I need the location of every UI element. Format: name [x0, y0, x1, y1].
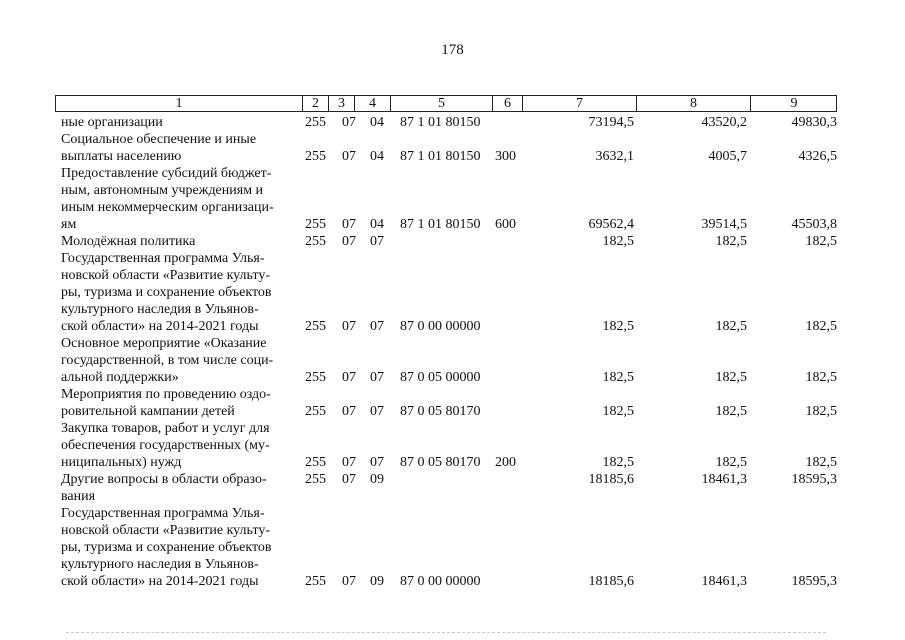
description-line: ры, туризма и сохранение объектов [61, 540, 272, 555]
description-line: ровительной кампании детей [61, 404, 235, 419]
header-col-1: 1 [175, 96, 183, 111]
cell-col-8: 182,5 [715, 455, 747, 470]
cell-col-8: 182,5 [715, 319, 747, 334]
cell-col-7: 182,5 [602, 370, 634, 385]
cell-col-2: 255 [305, 115, 326, 130]
cell-col-3: 07 [342, 217, 356, 232]
cell-col-7: 3632,1 [595, 149, 634, 164]
cell-col-7: 73194,5 [588, 115, 634, 130]
cell-col-9: 182,5 [805, 455, 837, 470]
cell-col-7: 18185,6 [588, 472, 634, 487]
description-line: Государственная программа Улья- [61, 506, 265, 521]
cell-col-5: 87 1 01 80150 [400, 217, 481, 232]
header-col-6: 6 [492, 96, 522, 111]
cell-col-5: 87 0 00 00000 [400, 319, 481, 334]
cell-col-2: 255 [305, 234, 326, 249]
cell-col-2: 255 [305, 319, 326, 334]
cell-col-9: 182,5 [805, 319, 837, 334]
table-row [0, 471, 905, 505]
cell-col-8: 4005,7 [708, 149, 747, 164]
cell-col-3: 07 [342, 404, 356, 419]
cell-col-3: 07 [342, 115, 356, 130]
table-row [0, 131, 905, 165]
header-col-8: 8 [636, 96, 750, 111]
table-row [0, 420, 905, 471]
description-line: обеспечения государственных (му- [61, 438, 270, 453]
footer-divider [66, 632, 826, 633]
cell-col-2: 255 [305, 217, 326, 232]
cell-col-8: 18461,3 [701, 472, 747, 487]
cell-col-8: 182,5 [715, 234, 747, 249]
cell-col-3: 07 [342, 370, 356, 385]
cell-col-4: 04 [370, 115, 384, 130]
description-line: альной поддержки» [61, 370, 179, 385]
row-description [61, 114, 299, 131]
description-line: Государственная программа Улья- [61, 251, 265, 266]
table-row [0, 114, 905, 131]
row-description [61, 233, 299, 250]
row-description [61, 420, 299, 471]
cell-col-4: 09 [370, 472, 384, 487]
row-description [61, 250, 299, 335]
cell-col-4: 04 [370, 149, 384, 164]
cell-col-3: 07 [342, 149, 356, 164]
row-description [61, 335, 299, 386]
description-line: выплаты населению [61, 149, 182, 164]
cell-col-9: 182,5 [805, 370, 837, 385]
table-row [0, 505, 905, 590]
row-description [61, 505, 299, 590]
description-line: государственной, в том числе соци- [61, 353, 274, 368]
cell-col-9: 45503,8 [791, 217, 837, 232]
cell-col-6: 200 [495, 455, 516, 470]
cell-col-9: 18595,3 [791, 472, 837, 487]
cell-col-6: 600 [495, 217, 516, 232]
cell-col-3: 07 [342, 234, 356, 249]
cell-col-5: 87 0 05 80170 [400, 455, 481, 470]
cell-col-4: 04 [370, 217, 384, 232]
table-row [0, 335, 905, 386]
description-line: ской области» на 2014-2021 годы [61, 574, 259, 589]
header-col-5: 5 [390, 96, 492, 111]
cell-col-7: 182,5 [602, 319, 634, 334]
cell-col-3: 07 [342, 472, 356, 487]
description-line: новской области «Развитие культу- [61, 523, 270, 538]
description-line: ям [61, 217, 77, 232]
cell-col-4: 07 [370, 319, 384, 334]
cell-col-5: 87 0 05 00000 [400, 370, 481, 385]
description-line: ные организации [61, 115, 163, 130]
cell-col-7: 182,5 [602, 404, 634, 419]
cell-col-7: 182,5 [602, 234, 634, 249]
cell-col-8: 43520,2 [701, 115, 747, 130]
table-header [55, 95, 837, 112]
cell-col-2: 255 [305, 455, 326, 470]
description-line: ры, туризма и сохранение объектов [61, 285, 272, 300]
cell-col-2: 255 [305, 404, 326, 419]
cell-col-9: 18595,3 [791, 574, 837, 589]
header-col-2: 2 [302, 96, 328, 111]
description-line: Основное мероприятие «Оказание [61, 336, 267, 351]
cell-col-4: 07 [370, 455, 384, 470]
cell-col-7: 18185,6 [588, 574, 634, 589]
page-number: 178 [441, 42, 464, 58]
cell-col-2: 255 [305, 472, 326, 487]
description-line: иным некоммерческим организаци- [61, 200, 274, 215]
cell-col-4: 07 [370, 370, 384, 385]
cell-col-5: 87 1 01 80150 [400, 115, 481, 130]
cell-col-7: 69562,4 [588, 217, 634, 232]
description-line: вания [61, 489, 96, 504]
description-line: Другие вопросы в области образо- [61, 472, 267, 487]
row-description [61, 165, 299, 233]
description-line: Молодёжная политика [61, 234, 196, 249]
row-description [61, 386, 299, 420]
cell-col-7: 182,5 [602, 455, 634, 470]
table-row [0, 250, 905, 335]
cell-col-9: 4326,5 [798, 149, 837, 164]
cell-col-5: 87 0 00 00000 [400, 574, 481, 589]
cell-col-4: 09 [370, 574, 384, 589]
description-line: Социальное обеспечение и иные [61, 132, 257, 147]
header-col-4: 4 [354, 96, 390, 111]
cell-col-2: 255 [305, 370, 326, 385]
row-description [61, 471, 299, 505]
description-line: культурного наследия в Ульянов- [61, 302, 259, 317]
cell-col-9: 49830,3 [791, 115, 837, 130]
cell-col-3: 07 [342, 455, 356, 470]
cell-col-3: 07 [342, 319, 356, 334]
description-line: новской области «Развитие культу- [61, 268, 270, 283]
description-line: Закупка товаров, работ и услуг для [61, 421, 270, 436]
cell-col-8: 39514,5 [701, 217, 747, 232]
cell-col-4: 07 [370, 404, 384, 419]
description-line: культурного наследия в Ульянов- [61, 557, 259, 572]
description-line: Мероприятия по проведению оздо- [61, 387, 271, 402]
cell-col-5: 87 1 01 80150 [400, 149, 481, 164]
cell-col-6: 300 [495, 149, 516, 164]
cell-col-8: 182,5 [715, 404, 747, 419]
description-line: ской области» на 2014-2021 годы [61, 319, 259, 334]
cell-col-2: 255 [305, 574, 326, 589]
cell-col-4: 07 [370, 234, 384, 249]
description-line: Предоставление субсидий бюджет- [61, 166, 272, 181]
cell-col-8: 18461,3 [701, 574, 747, 589]
cell-col-9: 182,5 [805, 234, 837, 249]
table-row [0, 386, 905, 420]
table-row [0, 233, 905, 250]
description-line: ниципальных) нужд [61, 455, 182, 470]
cell-col-9: 182,5 [805, 404, 837, 419]
table-row [0, 165, 905, 233]
header-col-7: 7 [522, 96, 636, 111]
header-col-9: 9 [750, 96, 837, 111]
cell-col-5: 87 0 05 80170 [400, 404, 481, 419]
description-line: ным, автономным учреждениям и [61, 183, 264, 198]
cell-col-2: 255 [305, 149, 326, 164]
row-description [61, 131, 299, 165]
cell-col-8: 182,5 [715, 370, 747, 385]
header-col-3: 3 [328, 96, 354, 111]
cell-col-3: 07 [342, 574, 356, 589]
